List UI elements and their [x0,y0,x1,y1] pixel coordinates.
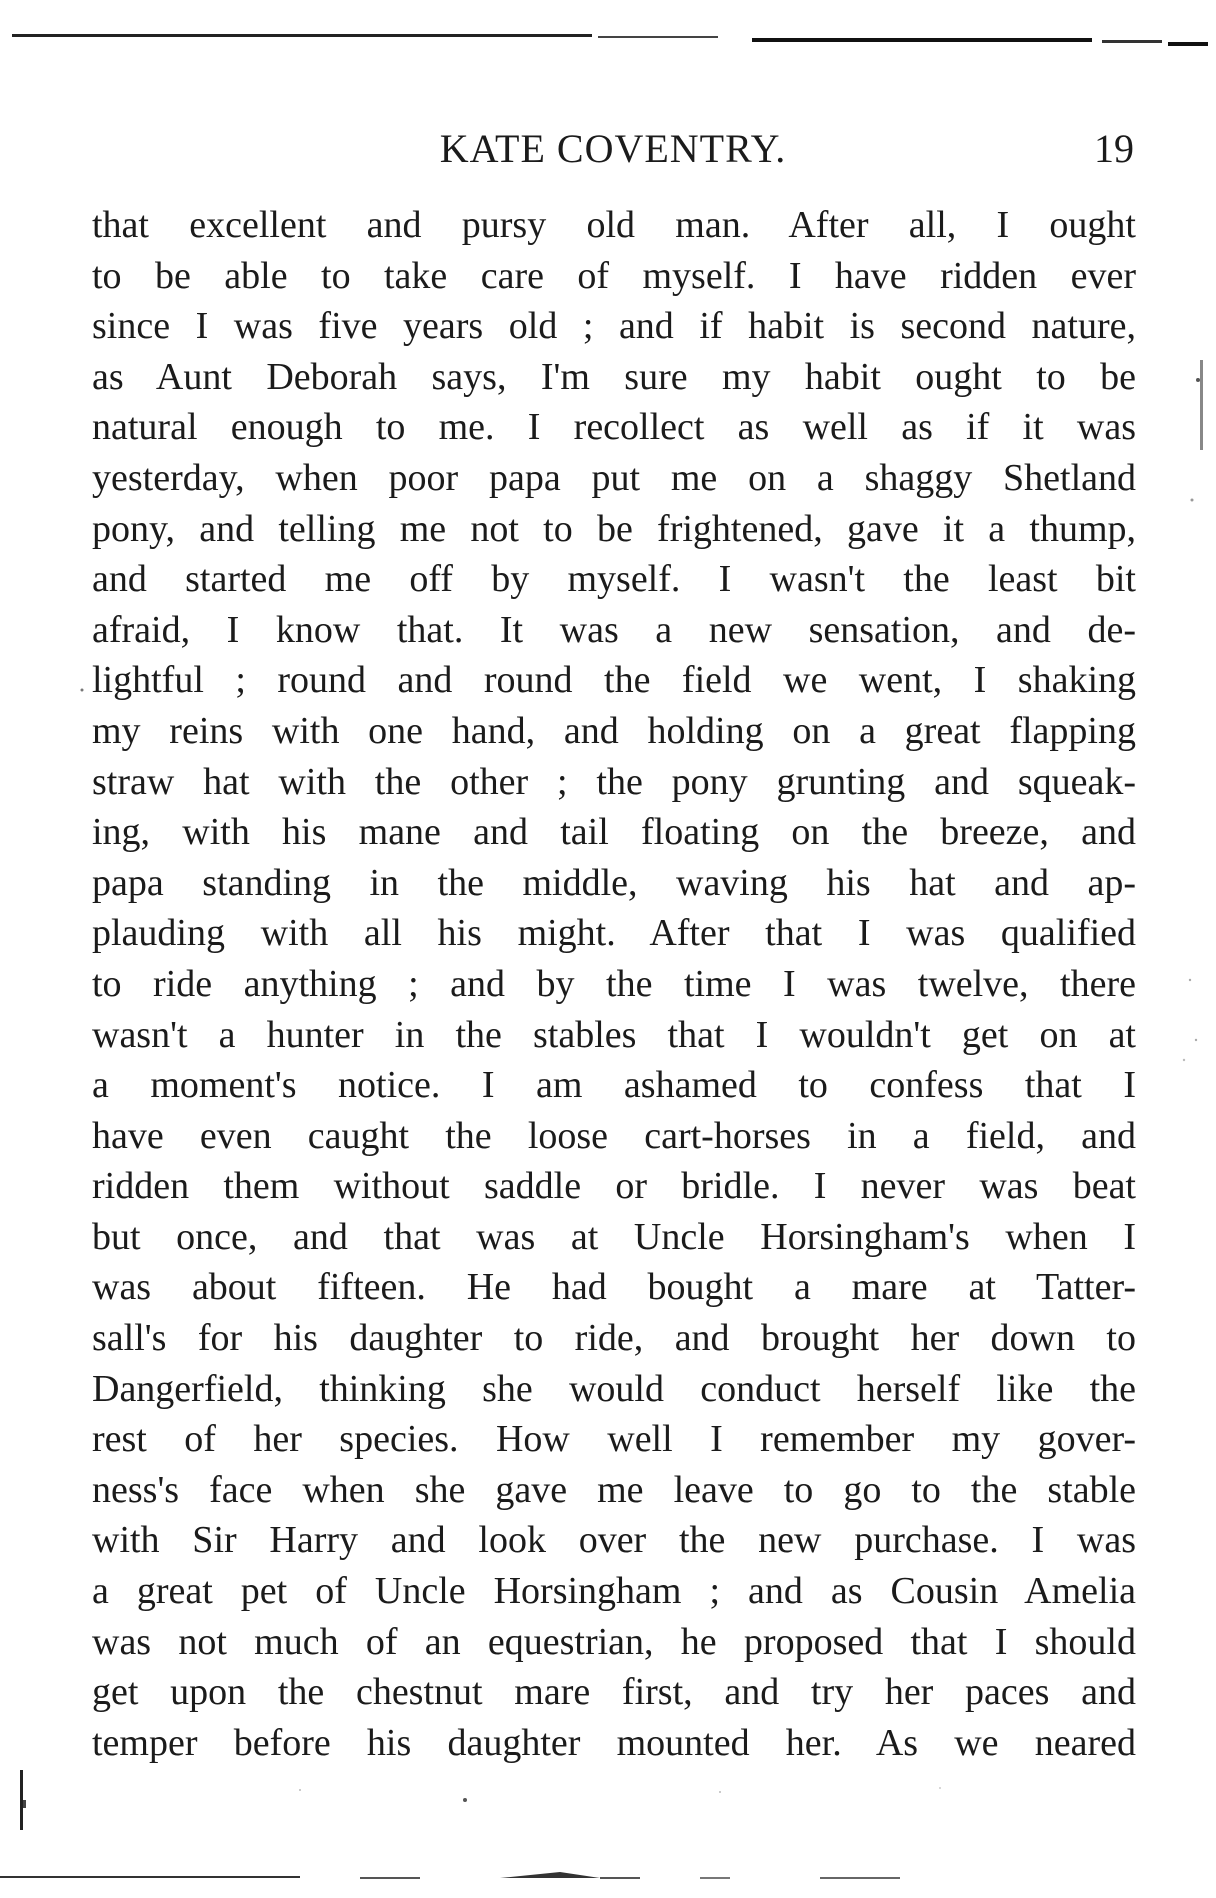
text-line: rest of her species. How well I remember my gover- [92,1418,1136,1461]
text-line: sall's for his daughter to ride, and brought her down to [92,1317,1136,1360]
text-line: as Aunt Deborah says, I'm sure my habit ought to be [92,355,1136,398]
text-line: get upon the chestnut mare first, and try her paces and [92,1671,1136,1714]
text-line: have even caught the loose cart-horses in a field, and [92,1114,1136,1157]
text-line: wasn't a hunter in the stables that I wouldn't get on at [92,1013,1136,1056]
text-line: my reins with one hand, and holding on a great flapping [92,709,1136,752]
text-line: natural enough to me. I recollect as well as if it was [92,406,1136,449]
bottom-rule-ornament [0,1868,1216,1888]
text-line: pony, and telling me not to be frightened, gave it a thump, [92,507,1136,550]
text-line: a great pet of Uncle Horsingham ; and as Cousin Amelia [92,1570,1136,1613]
text-line: was not much of an equestrian, he proposed that I should [92,1620,1136,1663]
text-line: to be able to take care of myself. I have ridden ever [92,254,1136,297]
text-line: temper before his daughter mounted her. As we neared [92,1721,1136,1764]
text-line: Dangerfield, thinking she would conduct herself like the [92,1367,1136,1410]
text-line: afraid, I know that. It was a new sensation, and de- [92,608,1136,651]
running-title: KATE COVENTRY. [439,126,787,171]
body-text [92,200,1136,1768]
text-line: but once, and that was at Uncle Horsingham's when I [92,1215,1136,1258]
text-line: lightful ; round and round the field we went, I shaking [92,659,1136,702]
top-rule-ornament [12,30,1208,48]
text-line: papa standing in the middle, waving his hat and ap- [92,861,1136,904]
text-line: was about fifteen. He had bought a mare at Tatter- [92,1266,1136,1309]
text-line: since I was five years old ; and if habit is second nature, [92,305,1136,348]
text-line: yesterday, when poor papa put me on a shaggy Shetland [92,456,1136,499]
page-number: 19 [1094,126,1134,171]
text-line: ness's face when she gave me leave to go to the stable [92,1468,1136,1511]
margin-mark [18,1770,28,1840]
text-line: that excellent and pursy old man. After all, I ought [92,204,1136,246]
page-header [92,124,1134,184]
text-line: plauding with all his might. After that I was qualified [92,912,1136,955]
text-line: straw hat with the other ; the pony grunting and squeak- [92,760,1136,803]
text-line: ing, with his mane and tail floating on the breeze, and [92,811,1136,854]
text-line: with Sir Harry and look over the new purchase. I was [92,1519,1136,1562]
text-line: ridden them without saddle or bridle. I never was beat [92,1165,1136,1208]
text-line: a moment's notice. I am ashamed to confess that I [92,1064,1136,1107]
text-line: and started me off by myself. I wasn't the least bit [92,558,1136,601]
text-line: to ride anything ; and by the time I was twelve, there [92,962,1136,1005]
